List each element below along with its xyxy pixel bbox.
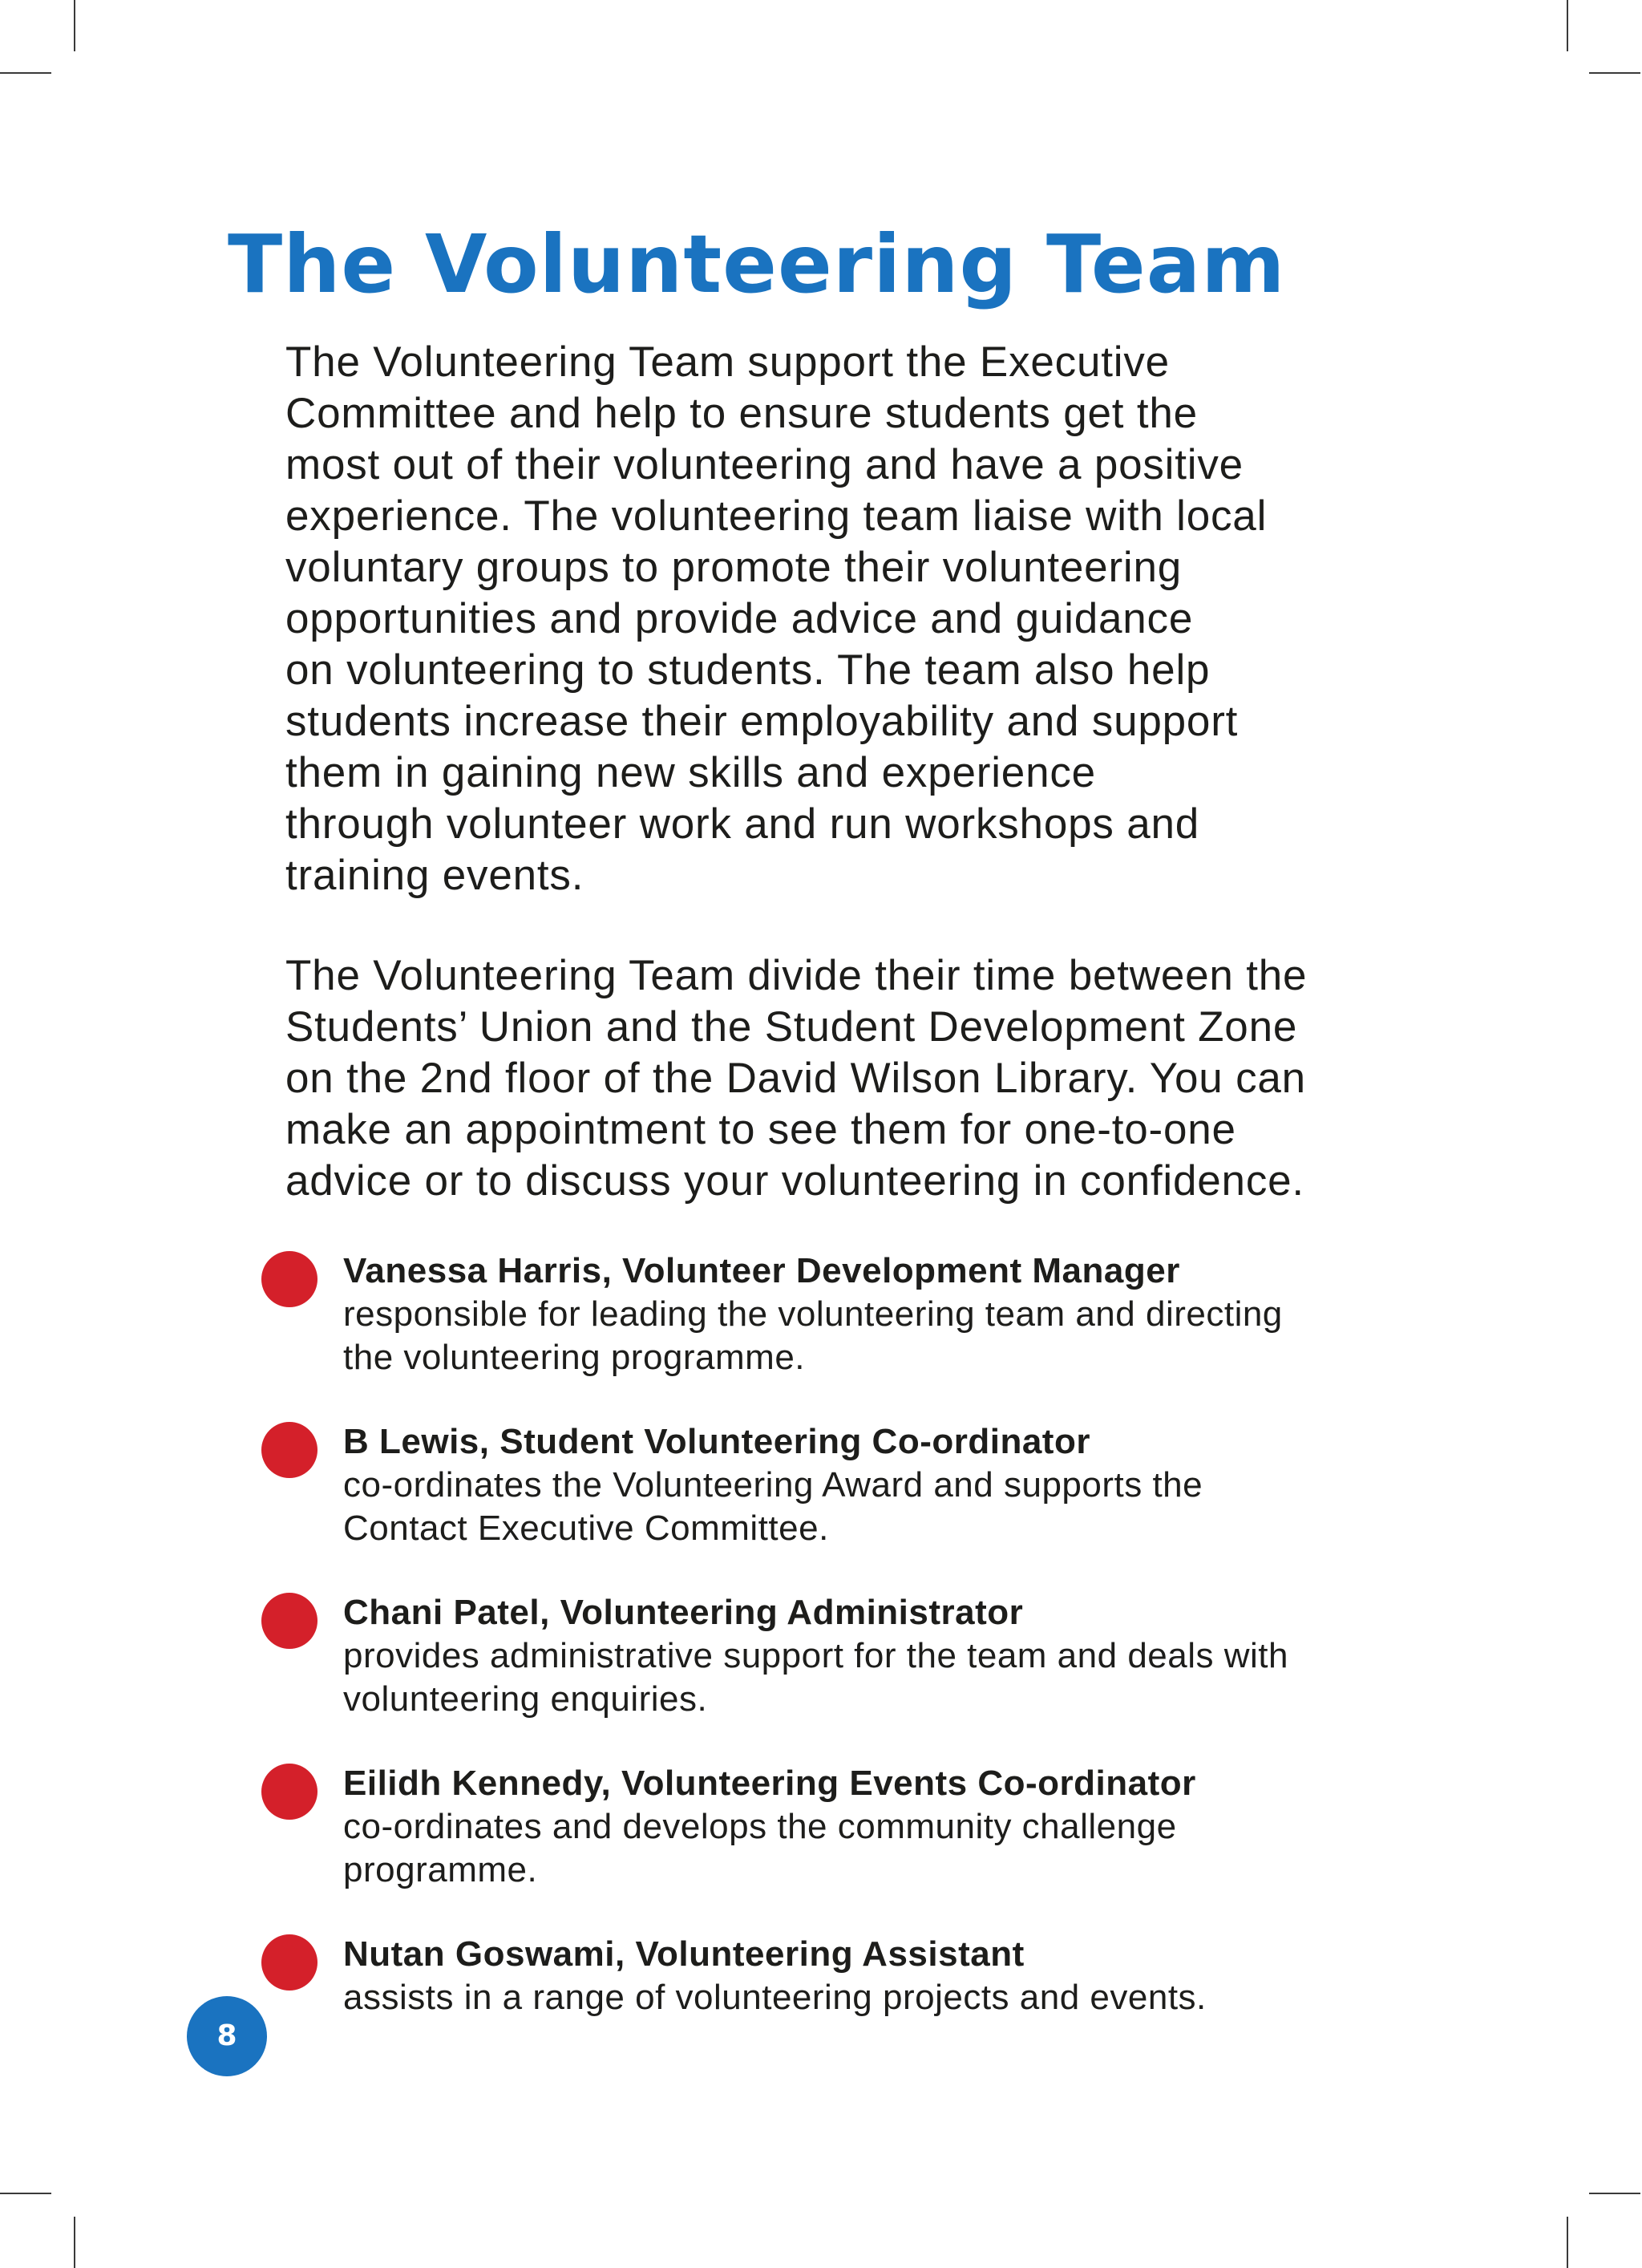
crop-mark [1589, 72, 1640, 74]
list-item [257, 1762, 1443, 1933]
description-line: volunteering enquiries. [343, 1679, 708, 1719]
bullet-dot-icon [261, 1251, 317, 1307]
description-line: co-ordinates the Volunteering Award and supports the [343, 1465, 1203, 1505]
intro-paragraph [285, 337, 1424, 901]
crop-mark [0, 72, 51, 74]
member-description [343, 1634, 1443, 1721]
list-item [257, 1933, 1443, 2104]
paragraph-line: students increase their employability and support [285, 698, 1239, 745]
paragraph-line: The Volunteering Team divide their time between the [285, 952, 1308, 999]
paragraph-line: experience. The volunteering team liaise with local [285, 492, 1268, 540]
member-name: B Lewis, Student Volunteering Co-ordinator [343, 1422, 1090, 1461]
page-number-badge: 8 [187, 1996, 267, 2076]
description-line: programme. [343, 1850, 538, 1889]
team-list [257, 1249, 1443, 2104]
paragraph-line: Students’ Union and the Student Development Zone [285, 1003, 1298, 1051]
member-description [343, 1293, 1443, 1379]
crop-mark [1589, 2193, 1640, 2194]
paragraph-line: through volunteer work and run workshops and [285, 800, 1200, 848]
list-item [257, 1591, 1443, 1762]
paragraph-line: voluntary groups to promote their volunteering [285, 544, 1183, 591]
page-title: The Volunteering Team [228, 217, 1286, 311]
crop-mark [74, 2217, 75, 2268]
paragraph-line: advice or to discuss your volunteering in confidence. [285, 1157, 1304, 1205]
description-line: Contact Executive Committee. [343, 1509, 829, 1548]
paragraph-line: training events. [285, 852, 584, 899]
member-name: Nutan Goswami, Volunteering Assistant [343, 1934, 1025, 1974]
bullet-dot-icon [261, 1422, 317, 1478]
paragraph-line: Committee and help to ensure students get the [285, 390, 1198, 437]
member-name: Eilidh Kennedy, Volunteering Events Co-ordinator [343, 1764, 1196, 1803]
bullet-dot-icon [261, 1593, 317, 1649]
paragraph-line: The Volunteering Team support the Executive [285, 338, 1170, 386]
member-description [343, 1976, 1443, 2019]
bullet-dot-icon [261, 1934, 317, 1991]
list-item [257, 1420, 1443, 1591]
location-paragraph [285, 950, 1424, 1207]
list-item [257, 1249, 1443, 1420]
description-line: the volunteering programme. [343, 1338, 806, 1377]
crop-mark [1567, 0, 1568, 51]
description-line: co-ordinates and develops the community challenge [343, 1807, 1177, 1846]
crop-mark [1567, 2217, 1568, 2268]
description-line: assists in a range of volunteering projects and events. [343, 1978, 1207, 2017]
crop-mark [0, 2193, 51, 2194]
paragraph-line: on the 2nd floor of the David Wilson Library. You can [285, 1055, 1306, 1102]
description-line: provides administrative support for the team and deals with [343, 1636, 1288, 1675]
member-name: Vanessa Harris, Volunteer Development Manager [343, 1251, 1180, 1290]
member-description [343, 1464, 1443, 1550]
crop-mark [74, 0, 75, 51]
description-line: responsible for leading the volunteering team and directing [343, 1294, 1283, 1334]
member-name: Chani Patel, Volunteering Administrator [343, 1593, 1024, 1632]
paragraph-line: opportunities and provide advice and guidance [285, 595, 1194, 642]
paragraph-line: them in gaining new skills and experience [285, 749, 1096, 796]
paragraph-line: make an appointment to see them for one-to-one [285, 1106, 1236, 1153]
bullet-dot-icon [261, 1764, 317, 1820]
paragraph-line: most out of their volunteering and have a positive [285, 441, 1244, 488]
paragraph-line: on volunteering to students. The team also help [285, 646, 1211, 694]
member-description [343, 1805, 1443, 1892]
